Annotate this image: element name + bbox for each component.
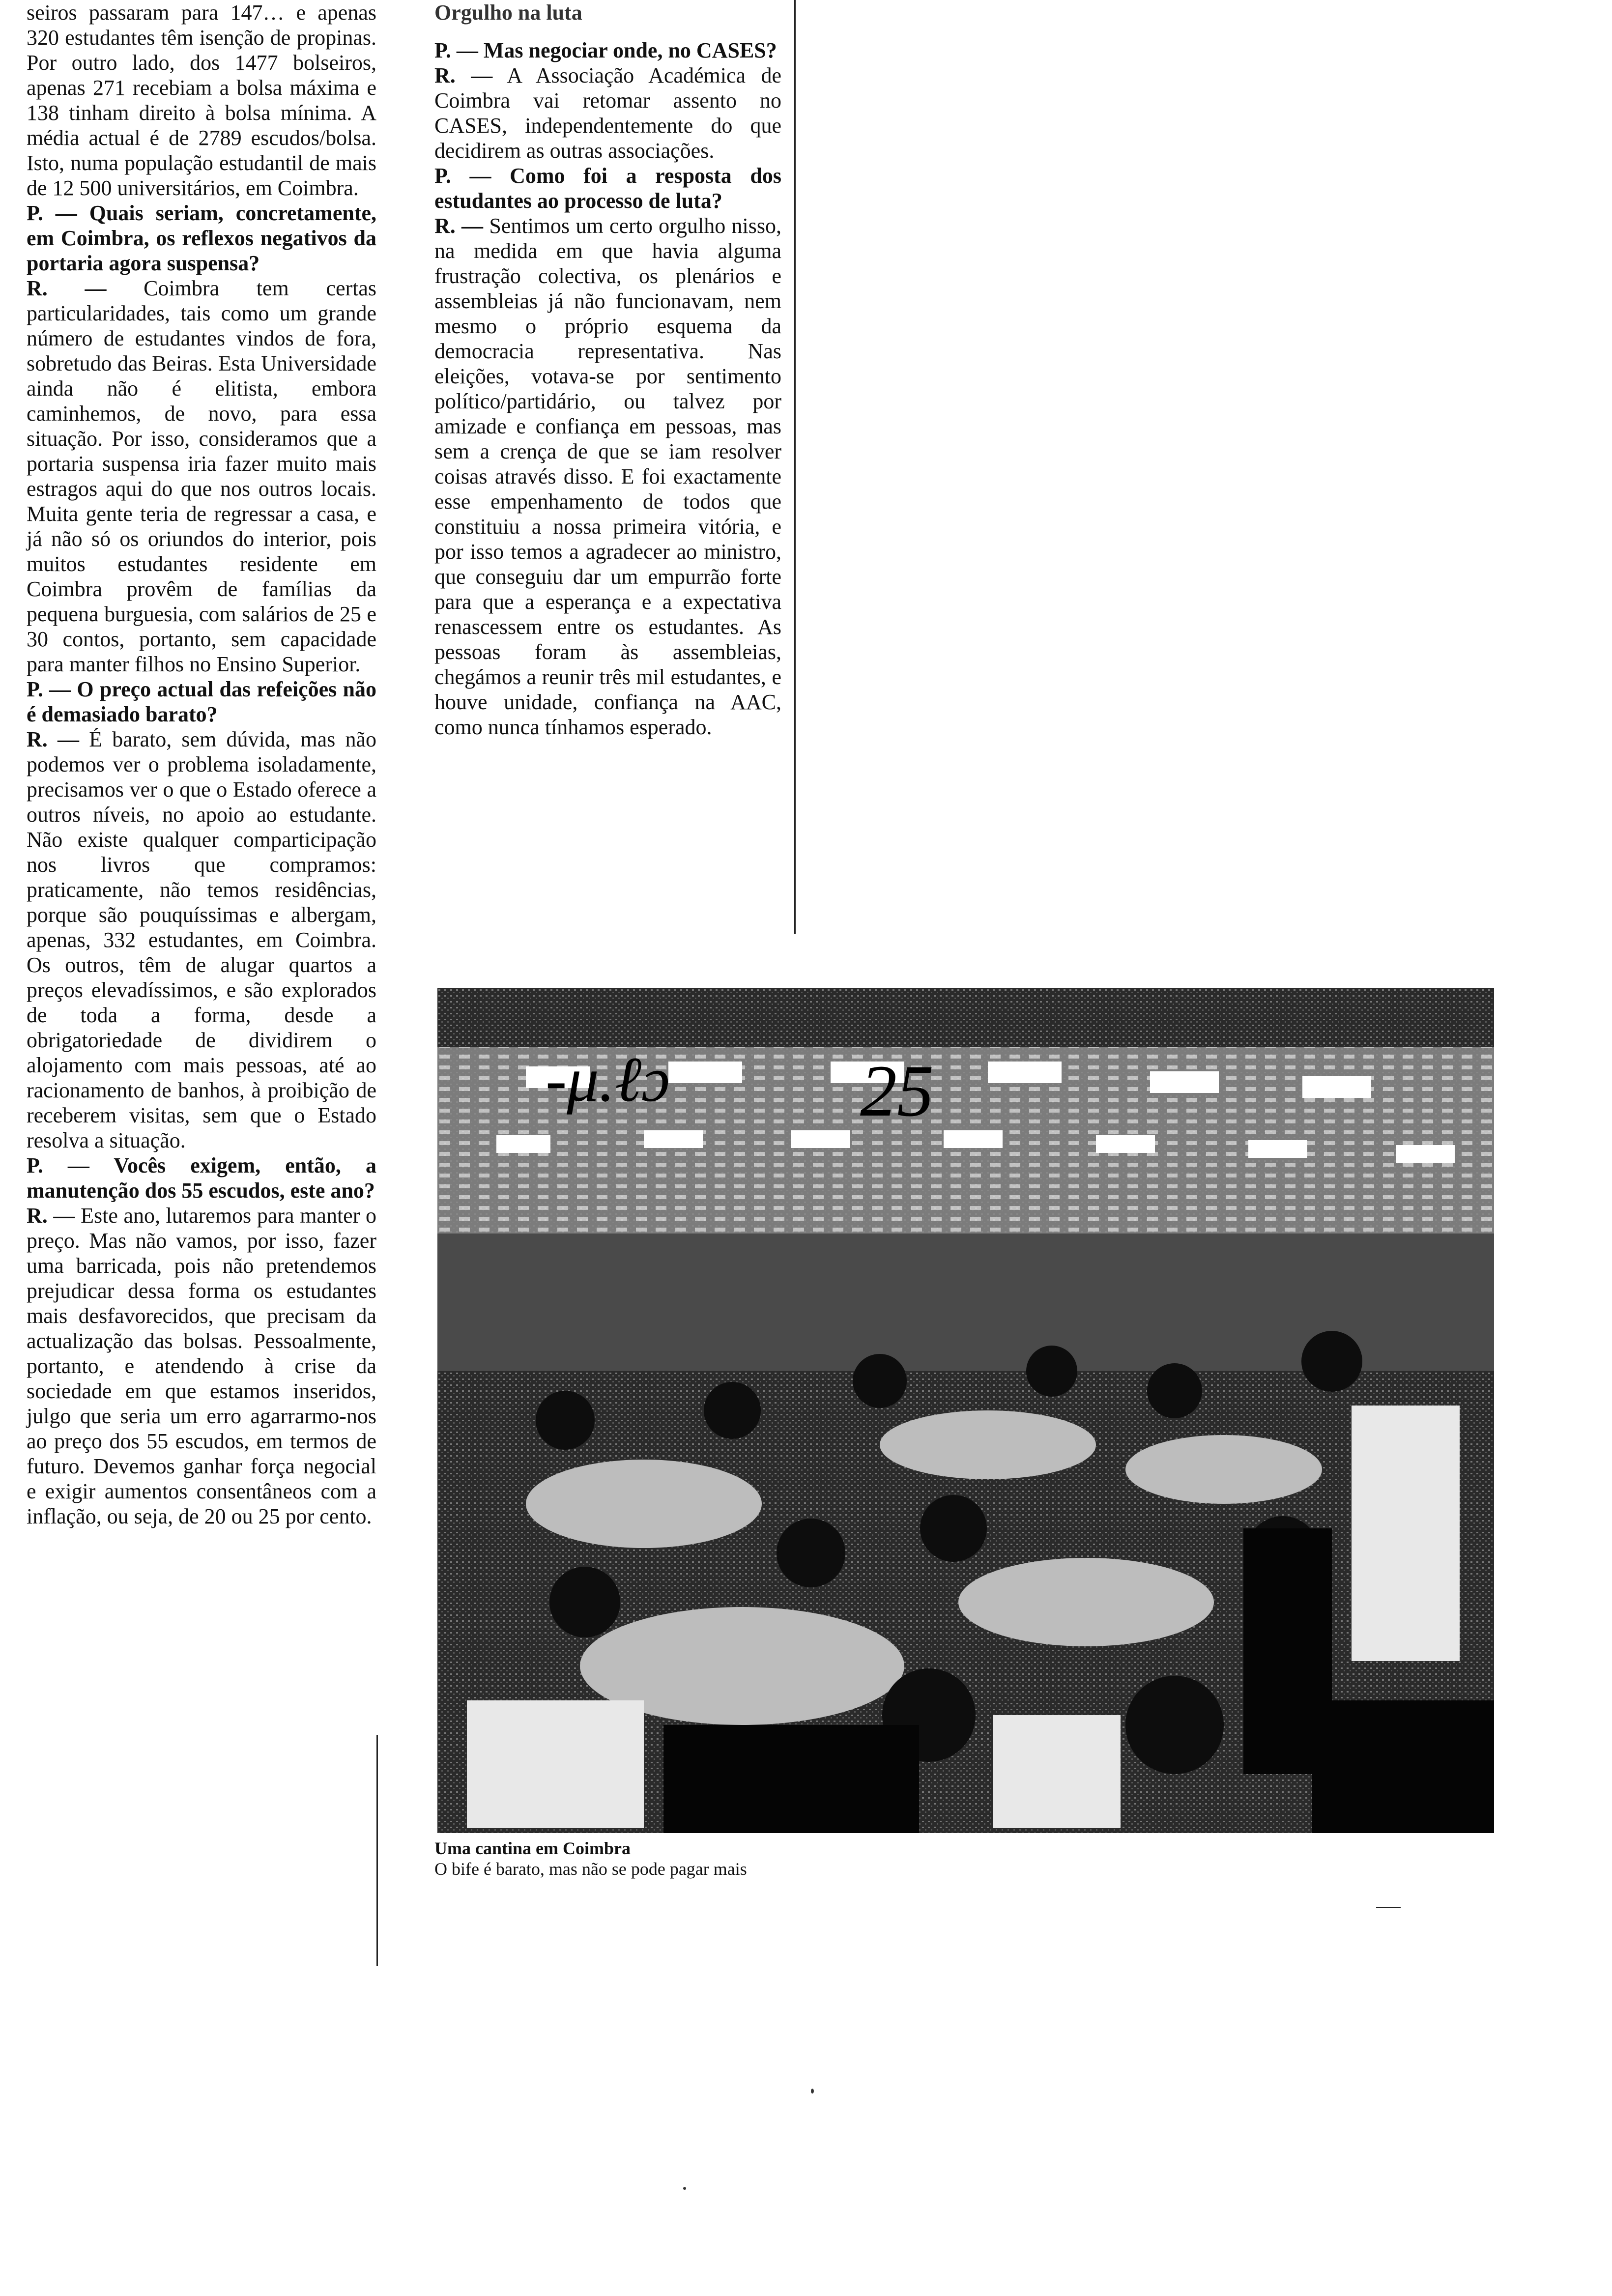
paragraph-lead: P. — xyxy=(27,1153,89,1177)
paragraph-text: A Associação Académica de Coimbra vai retomar assento no CASES, independentemente do que decidirem as outras associações. xyxy=(434,63,782,163)
article-left-column xyxy=(27,0,376,1529)
paragraph-text: Sentimos um certo orgulho nisso, na medida em que havia alguma frustração colectiva, os plenários e assembleias já não funcionavam, nem mesmo o próprio esquema da democracia representativa. Nas eleições, votava-se por sentimento político/partidário, ou talvez por amizade e confiança em pessoas, mas sem a crença de que se iam resolver coisas através disso. E foi exactamente esse empenhamento de todos que constituiu a nossa primeira vitória, e por isso temos a agradecer ao ministro, que conseguiu dar um empurrão forte para que a esperança e a expectativa renascessem entre os estudantes. As pessoas foram às assembleias, chegámos a reunir três mil estudantes, e houve unidade, confiança na AAC, como nunca tínhamos esperado. xyxy=(434,214,782,739)
paragraph-text: Este ano, lutaremos para manter o preço. Mas não vamos, por isso, fazer uma barricada, pois não pretendemos prejudicar dessa forma os estudantes mais desfavorecidos, que precisam da actualização das bolsas. Pessoalmente, portanto, e atendendo à crise da sociedade em que estamos inseridos, julgo que seria um erro agarrarmo-nos ao preço dos 55 escudos, em termos de futuro. Devemos ganhar força negocial e exigir aumentos consentâneos com a inflação, ou seja, de 20 ou 25 por cento. xyxy=(27,1204,377,1528)
section-subhead: Orgulho na luta xyxy=(434,0,582,25)
column-rule-right xyxy=(794,0,796,934)
paragraph-lead: R. — xyxy=(27,727,79,751)
cafeteria-photo-image xyxy=(437,988,1494,1833)
article-right-column xyxy=(434,0,781,740)
paragraph-text: seiros passaram para 147… e apenas 320 estudantes têm isenção de propinas. Por outro lado, dos 1477 bolseiros, apenas 271 recebiam a bolsa máxima e 138 tinham direito à bolsa mínima. A média actual é de 2789 escudos/bolsa. Isto, numa população estudantil de mais de 12 500 universitários, em Coimbra. xyxy=(27,0,376,200)
answer-paragraph xyxy=(434,63,781,163)
paragraph-lead: P. — xyxy=(434,38,478,62)
paragraph-lead: P. — xyxy=(27,201,77,225)
paragraph-lead: R. — xyxy=(27,1204,75,1228)
answer-paragraph xyxy=(434,213,781,740)
paragraph-lead: P. — xyxy=(27,677,71,701)
scan-speck xyxy=(811,2089,814,2094)
question-paragraph xyxy=(27,677,376,727)
paragraph-text: O preço actual das refeições não é demasiado barato? xyxy=(27,677,377,726)
photo-caption xyxy=(434,1838,926,1879)
answer-paragraph xyxy=(27,727,376,1153)
answer-paragraph xyxy=(27,1203,376,1529)
photo-handwritten-number: 25 xyxy=(860,1050,934,1132)
paragraph-text: É barato, sem dúvida, mas não podemos ver o problema isoladamente, precisamos ver o que o Estado oferece a outros níveis, no apoio ao estudante. Não existe qualquer comparticipação nos livros que compramos: praticamente, não temos residências, porque são pouquíssimas e albergam, apenas, 332 estudantes, em Coimbra. Os outros, têm de alugar quartos a preços elevadíssimos, e são explorados de toda a forma, desde a obrigatoriedade de dividirem o alojamento com mais pessoas, até ao racionamento de banhos, à proibição de receberem visitas, sem que o Estado resolva a situação. xyxy=(27,727,377,1152)
paragraph-lead: P. — xyxy=(434,164,491,188)
column-rule-bottom xyxy=(376,1735,378,1966)
paragraph-text: Vocês exigem, então, a manutenção dos 55 escudos, este ano? xyxy=(27,1153,376,1203)
photo-handwritten-mark: -μ.ℓɔ xyxy=(546,1044,670,1115)
paragraph-text: Como foi a resposta dos estudantes ao processo de luta? xyxy=(434,164,782,213)
question-paragraph xyxy=(27,1153,376,1203)
paragraph-text: Quais seriam, concretamente, em Coimbra, os reflexos negativos da portaria agora suspensa? xyxy=(27,201,376,275)
scan-speck xyxy=(683,2187,686,2190)
question-paragraph xyxy=(434,38,781,63)
photo-caption-text: O bife é barato, mas não se pode pagar mais xyxy=(434,1859,747,1879)
paragraph-lead: R. — xyxy=(27,276,107,300)
scan-mark xyxy=(1376,1907,1401,1908)
right-column-body xyxy=(434,38,781,740)
paragraph-text: Coimbra tem certas particularidades, tais como um grande número de estudantes vindos de fora, sobretudo das Beiras. Esta Universidade ainda não é elitista, embora caminhemos, de novo, para essa situação. Por isso, consideramos que a portaria suspensa iria fazer muito mais estragos aqui do que nos outros locais. Muita gente teria de regressar a casa, e já não só os oriundos do interior, pois muitos estudantes residente em Coimbra provêm de famílias da pequena burguesia, com salários de 25 e 30 contos, portanto, sem capacidade para manter filhos no Ensino Superior. xyxy=(27,276,377,676)
photo-caption-title: Uma cantina em Coimbra xyxy=(434,1838,631,1858)
cafeteria-photo xyxy=(437,988,1494,1833)
paragraph-text: Mas negociar onde, no CASES? xyxy=(483,38,777,62)
question-paragraph xyxy=(27,201,376,276)
text-paragraph xyxy=(27,0,376,201)
paragraph-lead: R. — xyxy=(434,214,484,238)
paragraph-lead: R. — xyxy=(434,63,493,87)
question-paragraph xyxy=(434,163,781,213)
answer-paragraph xyxy=(27,276,376,677)
